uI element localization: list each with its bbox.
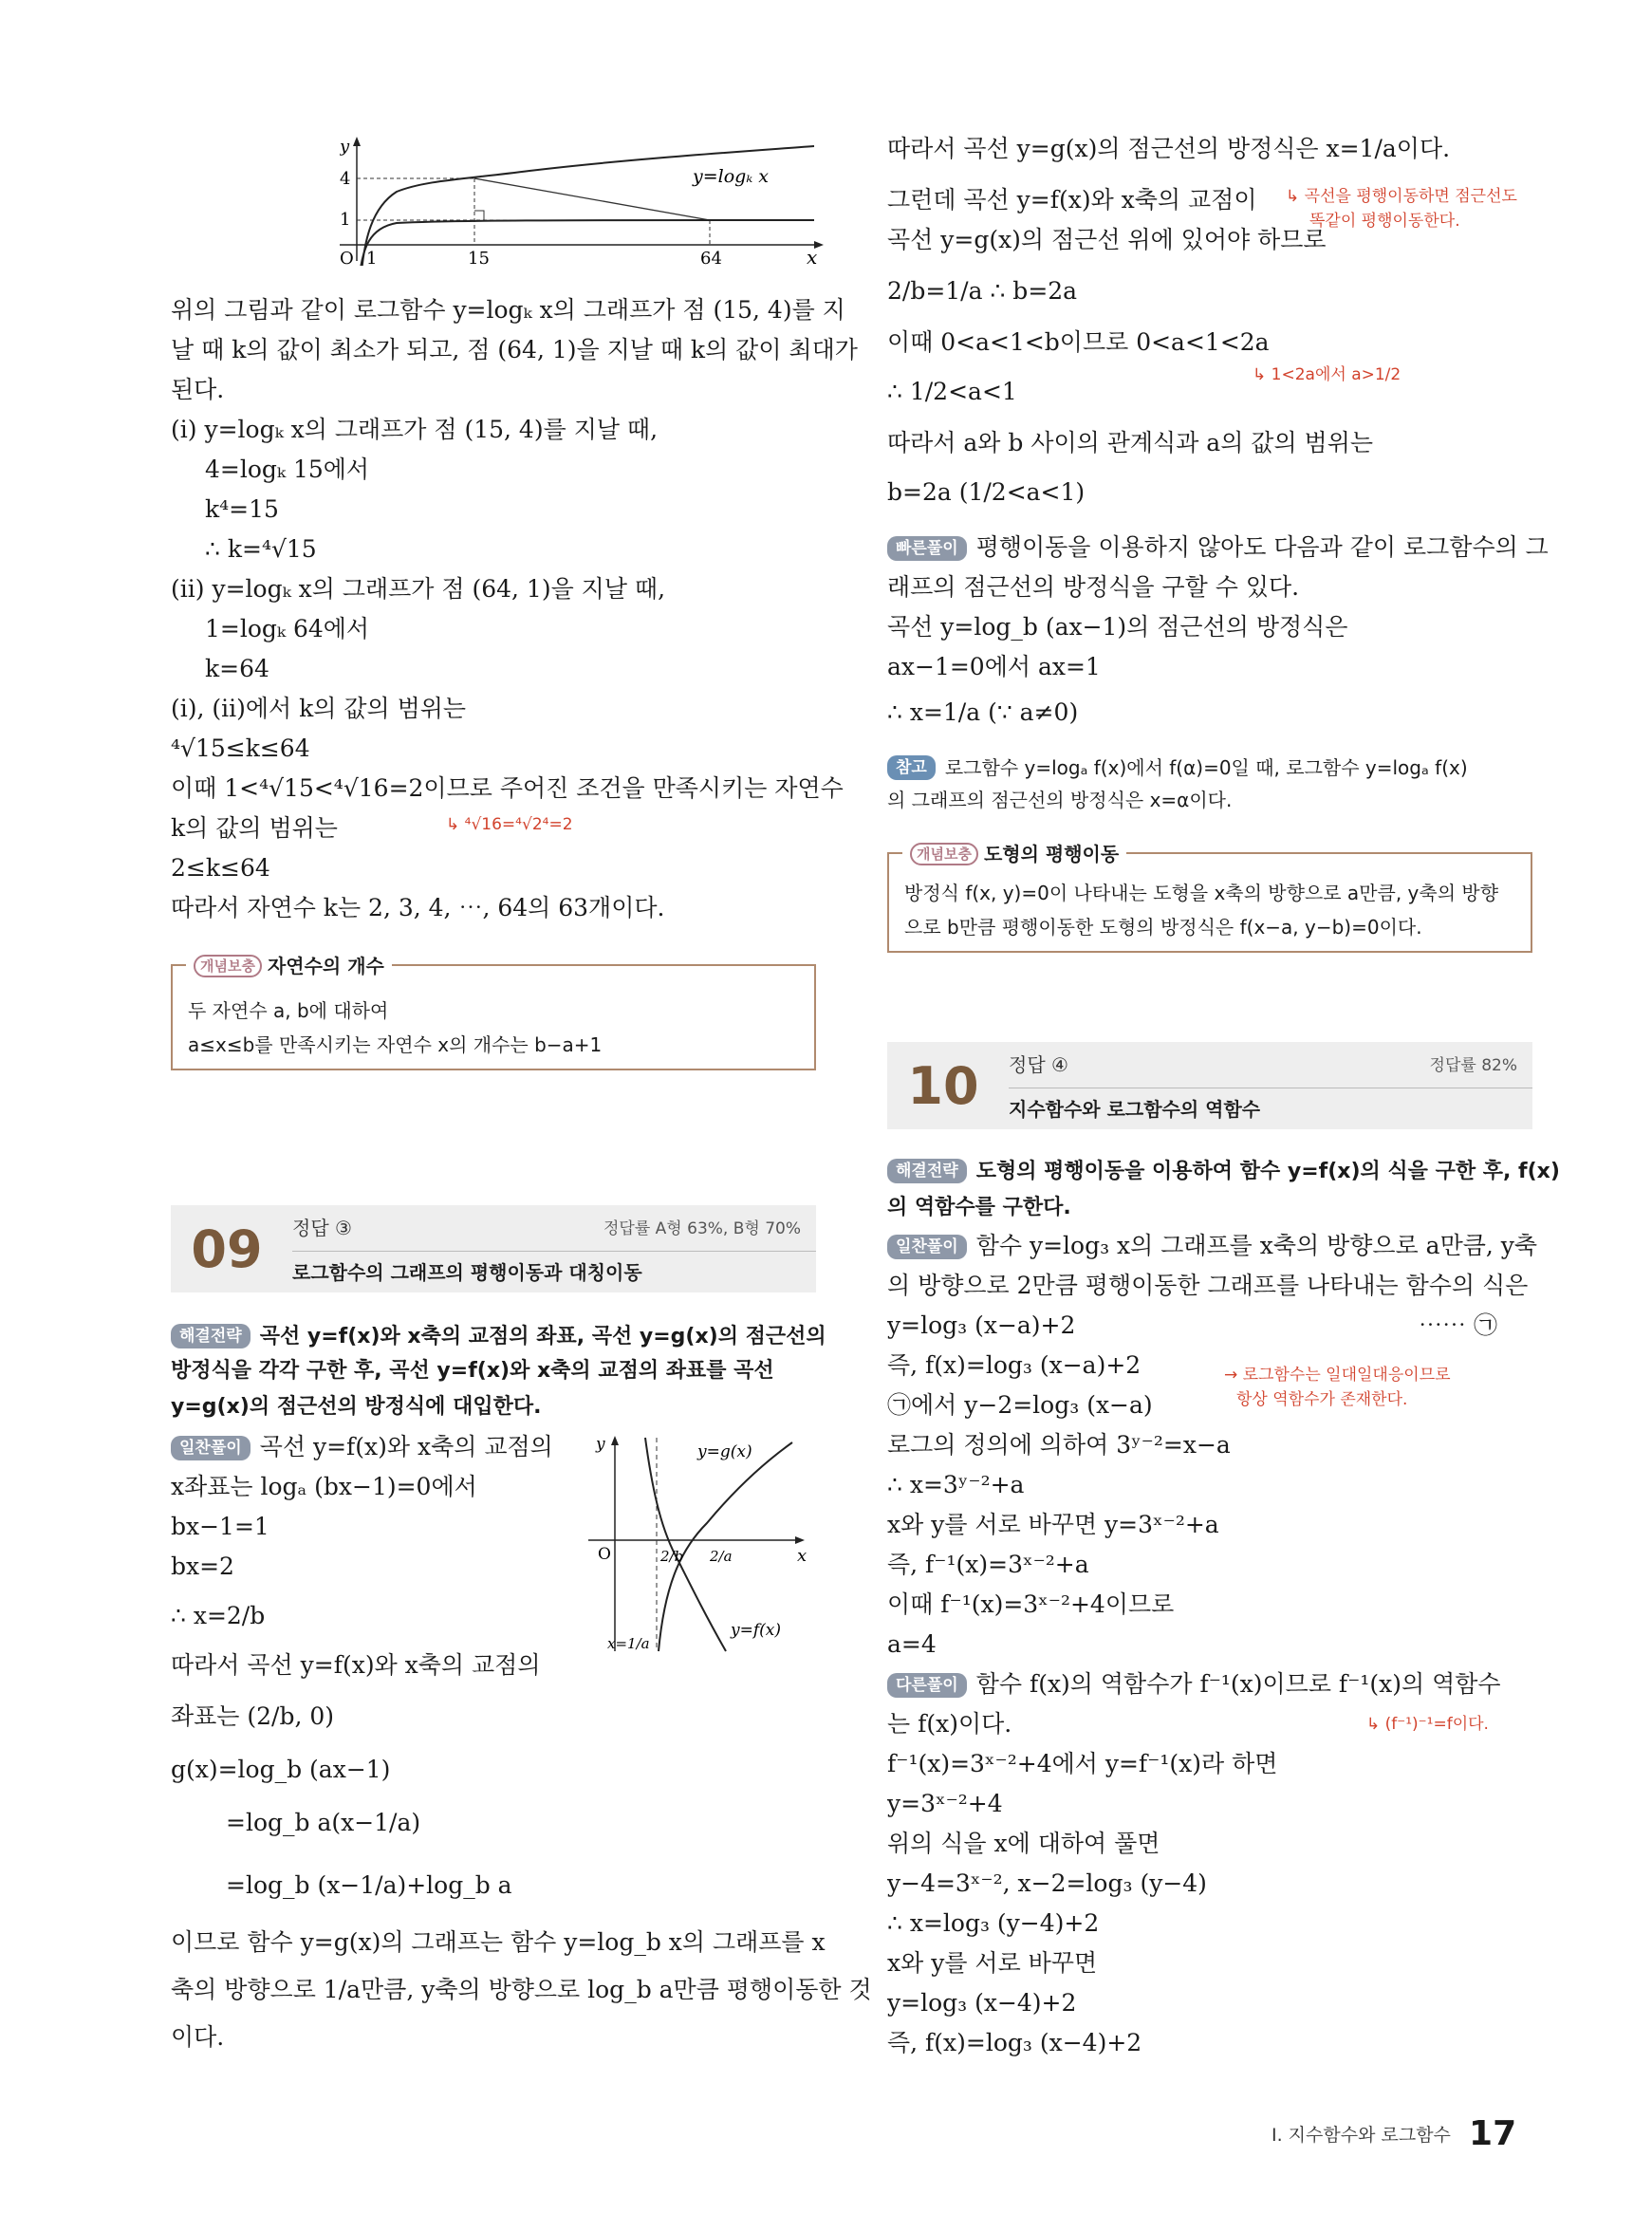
- solution-line: 로그의 정의에 의하여 3ʸ⁻²=x−a: [887, 1431, 1231, 1459]
- text-line: k=64: [205, 655, 269, 682]
- text-line: 따라서 자연수 k는 2, 3, 4, ⋯, 64의 63개이다.: [171, 894, 665, 921]
- graph2-tick-2b: 2/b: [660, 1548, 684, 1565]
- other-solution-line: 즉, f(x)=log₃ (x−4)+2: [887, 2029, 1142, 2056]
- annotation-asymptote: ↳ 곡선을 평행이동하면 점근선도: [1286, 187, 1517, 206]
- graph1-origin: O: [340, 249, 354, 266]
- text-line: 이때 0<a<1<b이므로 0<a<1<2a: [887, 328, 1270, 356]
- question-topic: 로그함수의 그래프의 평행이동과 대칭이동: [292, 1251, 816, 1285]
- graph2-tick-2a: 2/a: [710, 1548, 733, 1565]
- concept-line: 방정식 f(x, y)=0이 나타내는 도형을 x축의 방향으로 a만큼, y축의 방향: [904, 882, 1499, 904]
- text-line: 2/b=1/a ∴ b=2a: [887, 277, 1078, 305]
- page-footer: [1271, 2114, 1516, 2153]
- text-line: (ⅱ) y=logₖ x의 그래프가 점 (64, 1)을 지날 때,: [171, 575, 666, 603]
- other-solution-line: y=log₃ (x−4)+2: [887, 1989, 1077, 2017]
- text-line: (ⅰ) y=logₖ x의 그래프가 점 (15, 4)를 지날 때,: [171, 416, 659, 443]
- solution-line: x와 y를 서로 바꾸면 y=3ˣ⁻²+a: [887, 1511, 1219, 1538]
- question-number: 09: [191, 1218, 263, 1279]
- graph1-tick-x15: 15: [468, 249, 490, 266]
- other-solution-line: y=3ˣ⁻²+4: [887, 1790, 1003, 1817]
- concept-line: 으로 b만큼 평행이동한 도형의 방정식은 f(x−a, y−b)=0이다.: [904, 916, 1422, 939]
- other-solution-line: y−4=3ˣ⁻², x−2=log₃ (y−4): [887, 1869, 1207, 1897]
- solution-line: 즉, f⁻¹(x)=3ˣ⁻²+a: [887, 1551, 1089, 1578]
- text-line: 이때 1<⁴√15<⁴√16=2이므로 주어진 조건을 만족시키는 자연수: [171, 774, 844, 802]
- solution-line: ㉠에서 y−2=log₃ (x−a): [887, 1391, 1153, 1419]
- question-header-10: [887, 1042, 1532, 1129]
- solution-line: =log_b a(x−1/a): [226, 1809, 421, 1836]
- page-number: 17: [1469, 2114, 1517, 2153]
- reference-tag: 참고: [887, 755, 936, 780]
- strategy-line: 해결전략 도형의 평행이동을 이용하여 함수 y=f(x)의 식을 구한 후, f(x): [887, 1154, 1560, 1188]
- fast-solution-line: ax−1=0에서 ax=1: [887, 653, 1101, 680]
- graph1-curve-label: y=logₖ x: [693, 166, 770, 187]
- answer-label: 정답 ④: [1009, 1053, 1068, 1076]
- strategy-tag: 해결전략: [171, 1324, 251, 1348]
- solution-line: x좌표는 logₐ (bx−1)=0에서: [171, 1473, 477, 1500]
- strategy-line: y=g(x)의 점근선의 방정식에 대입한다.: [171, 1395, 542, 1419]
- other-solution-line: f⁻¹(x)=3ˣ⁻²+4에서 y=f⁻¹(x)라 하면: [887, 1750, 1278, 1777]
- solution-line: =log_b (x−1/a)+log_b a: [226, 1871, 512, 1899]
- text-line: 따라서 곡선 y=g(x)의 점근선의 방정식은 x=1/a이다.: [887, 135, 1451, 162]
- fast-solution-line: 곡선 y=log_b (ax−1)의 점근선의 방정식은: [887, 613, 1348, 641]
- solution-line: a=4: [887, 1630, 937, 1658]
- text-line: 1=logₖ 64에서: [205, 615, 370, 642]
- solution-line: ∴ x=2/b: [171, 1602, 266, 1629]
- fast-solution-line: ∴ x=1/a (∵ a≠0): [887, 698, 1079, 726]
- annotation-fourth-root: ↳ ⁴√16=⁴√2⁴=2: [446, 815, 573, 834]
- graph2-xlabel: x: [797, 1546, 807, 1566]
- solution-line: 일찬풀이 함수 y=log₃ x의 그래프를 x축의 방향으로 a만큼, y축: [887, 1230, 1537, 1262]
- graph2-f-label: y=f(x): [731, 1621, 781, 1640]
- solution-line: 의 방향으로 2만큼 평행이동한 그래프를 나타내는 함수의 식은: [887, 1272, 1529, 1299]
- question-number: 10: [907, 1055, 979, 1116]
- solution-line: 축의 방향으로 1/a만큼, y축의 방향으로 log_b a만큼 평행이동한 것: [171, 1976, 872, 2003]
- annotation-inverse: ↳ (f⁻¹)⁻¹=f이다.: [1366, 1715, 1489, 1734]
- concept-pill: 개념보충: [910, 843, 978, 865]
- concept-box-translation: [887, 843, 1532, 953]
- graph1-tick-y1: 1: [340, 210, 351, 230]
- concept-box-title: 개념보충 도형의 평행이동: [902, 839, 1126, 866]
- accuracy-rate: 정답률 A형 63%, B형 70%: [603, 1219, 801, 1238]
- other-solution-line: x와 y를 서로 바꾸면: [887, 1949, 1098, 1977]
- other-solution-line: 다른풀이 함수 f(x)의 역함수가 f⁻¹(x)이므로 f⁻¹(x)의 역함수: [887, 1668, 1501, 1701]
- reference-line: 참고 로그함수 y=logₐ f(x)에서 f(α)=0일 때, 로그함수 y=logₐ f(x): [887, 752, 1468, 784]
- other-solution-line: ∴ x=log₃ (y−4)+2: [887, 1909, 1100, 1937]
- text-line: 4=logₖ 15에서: [205, 456, 370, 483]
- fg-graph-figure: [588, 1428, 816, 1656]
- graph1-tick-x64: 64: [700, 249, 722, 266]
- accuracy-rate: 정답률 82%: [1429, 1056, 1517, 1075]
- text-line: 된다.: [171, 376, 225, 403]
- solution-line: 이때 f⁻¹(x)=3ˣ⁻²+4이므로: [887, 1590, 1175, 1618]
- text-line: 따라서 a와 b 사이의 관계식과 a의 값의 범위는: [887, 429, 1373, 456]
- graph2-origin: O: [598, 1545, 611, 1564]
- annotation-asymptote: 똑같이 평행이동한다.: [1309, 212, 1460, 231]
- graph1-tick-x1: 1: [366, 249, 378, 266]
- text-line: 2≤k≤64: [171, 854, 270, 882]
- graph1-ylabel: y: [340, 137, 350, 157]
- text-line: 위의 그림과 같이 로그함수 y=logₖ x의 그래프가 점 (15, 4)를 지: [171, 296, 845, 324]
- strategy-line: 해결전략 곡선 y=f(x)와 x축의 교점의 좌표, 곡선 y=g(x)의 점근선의: [171, 1319, 826, 1353]
- concept-box-natural-count: [171, 955, 816, 1070]
- solution-line: g(x)=log_b (ax−1): [171, 1756, 391, 1783]
- text-line: ∴ 1/2<a<1: [887, 378, 1017, 405]
- text-line: 곡선 y=g(x)의 점근선 위에 있어야 하므로: [887, 226, 1327, 253]
- fast-tag: 빠른풀이: [887, 536, 967, 561]
- other-solution-line: 는 f(x)이다.: [887, 1710, 1012, 1738]
- graph1-xlabel: x: [807, 246, 818, 266]
- solution-line: 따라서 곡선 y=f(x)와 x축의 교점의: [171, 1651, 541, 1679]
- other-tag: 다른풀이: [887, 1673, 967, 1698]
- fast-solution-line: 빠른풀이 평행이동을 이용하지 않아도 다음과 같이 로그함수의 그: [887, 531, 1549, 564]
- solution-line: y=log₃ (x−a)+2: [887, 1311, 1076, 1339]
- concept-pill: 개념보충: [194, 955, 262, 977]
- reference-line: 의 그래프의 점근선의 방정식은 x=α이다.: [887, 789, 1233, 811]
- text-line: b=2a (1/2<a<1): [887, 478, 1086, 506]
- text-line: 날 때 k의 값이 최소가 되고, 점 (64, 1)을 지날 때 k의 값이 최대가: [171, 336, 858, 363]
- annotation-range: ↳ 1<2a에서 a>1/2: [1253, 365, 1401, 384]
- graph2-asym-label: x=1/a: [607, 1635, 650, 1652]
- concept-line: a≤x≤b를 만족시키는 자연수 x의 개수는 b−a+1: [188, 1033, 603, 1056]
- question-header-09: [171, 1205, 816, 1292]
- strategy-line: 의 역함수를 구한다.: [887, 1196, 1071, 1219]
- text-line: ∴ k=⁴√15: [205, 535, 317, 563]
- section-title: Ⅰ. 지수함수와 로그함수: [1271, 2125, 1451, 2146]
- log-graph-figure: [340, 133, 833, 266]
- text-line: ⁴√15≤k≤64: [171, 735, 310, 762]
- equation-mark: ⋯⋯ ㉠: [1419, 1311, 1497, 1339]
- text-line: (ⅰ), (ⅱ)에서 k의 값의 범위는: [171, 695, 467, 722]
- solution-line: 일찬풀이 곡선 y=f(x)와 x축의 교점의: [171, 1431, 553, 1463]
- graph1-tick-y4: 4: [340, 169, 351, 189]
- solution-line: 즉, f(x)=log₃ (x−a)+2: [887, 1351, 1142, 1379]
- strategy-line: 방정식을 각각 구한 후, 곡선 y=f(x)와 x축의 교점의 좌표를 곡선: [171, 1359, 774, 1383]
- graph2-g-label: y=g(x): [697, 1442, 752, 1461]
- solution-tag: 일찬풀이: [171, 1436, 251, 1460]
- concept-box-title: 개념보충 자연수의 개수: [186, 951, 392, 978]
- solution-line: bx=2: [171, 1553, 234, 1580]
- graph2-ylabel: y: [596, 1435, 605, 1454]
- solution-line: bx−1=1: [171, 1513, 269, 1540]
- solution-line: ∴ x=3ʸ⁻²+a: [887, 1471, 1025, 1498]
- strategy-tag: 해결전략: [887, 1159, 967, 1183]
- answer-label: 정답 ③: [292, 1217, 352, 1239]
- solution-line: 이므로 함수 y=g(x)의 그래프는 함수 y=log_b x의 그래프를 x: [171, 1928, 826, 1956]
- text-line: k⁴=15: [205, 495, 279, 523]
- text-line: 그런데 곡선 y=f(x)와 x축의 교점이: [887, 186, 1257, 214]
- text-line: k의 값의 범위는: [171, 814, 338, 842]
- annotation-one-to-one: → 로그함수는 일대일대응이므로: [1224, 1366, 1451, 1385]
- question-topic: 지수함수와 로그함수의 역함수: [1009, 1088, 1532, 1122]
- other-solution-line: 위의 식을 x에 대하여 풀면: [887, 1830, 1160, 1857]
- solution-tag: 일찬풀이: [887, 1235, 967, 1259]
- fast-solution-line: 래프의 점근선의 방정식을 구할 수 있다.: [887, 573, 1300, 601]
- concept-line: 두 자연수 a, b에 대하여: [188, 999, 389, 1022]
- solution-line: 좌표는 (2/b, 0): [171, 1702, 335, 1730]
- solution-line: 이다.: [171, 2023, 225, 2051]
- annotation-one-to-one: 항상 역함수가 존재한다.: [1236, 1390, 1408, 1409]
